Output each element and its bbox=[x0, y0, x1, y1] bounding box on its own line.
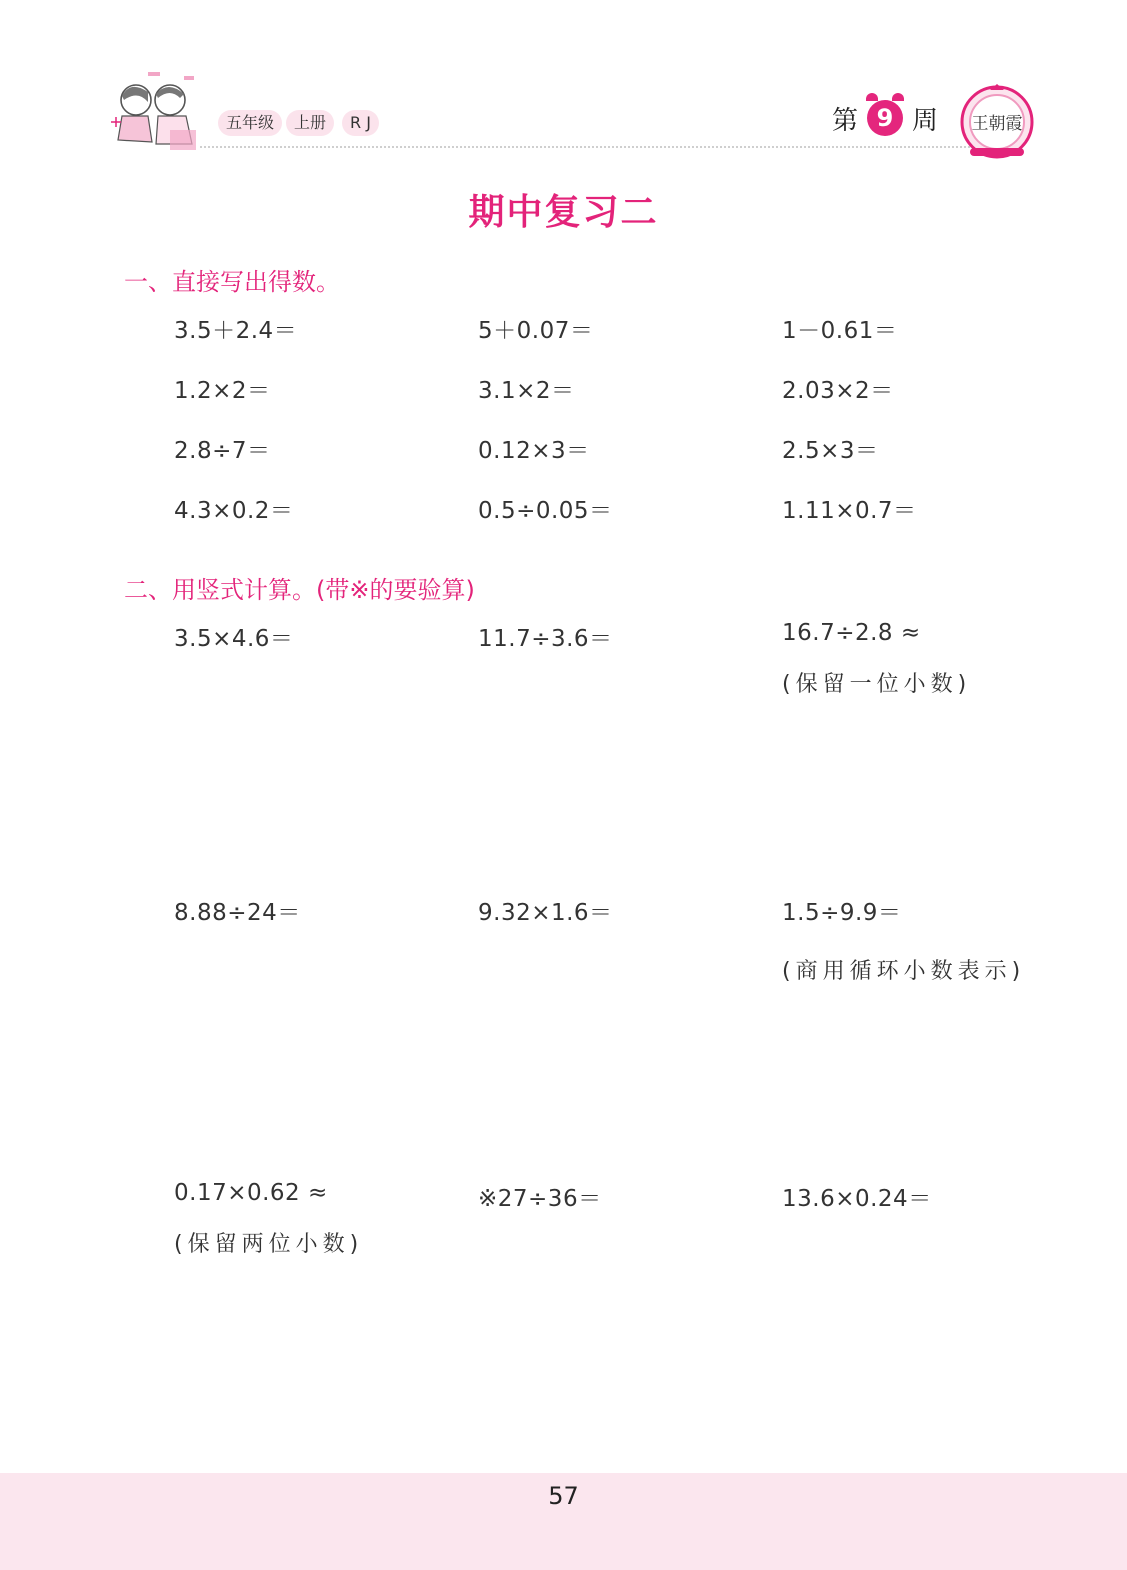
week-prefix: 第 bbox=[832, 106, 859, 136]
week-number: 9 bbox=[867, 100, 903, 136]
header-divider bbox=[200, 146, 970, 148]
problem-1-1-3: 1－0.61＝ bbox=[782, 318, 898, 344]
page-number: 57 bbox=[548, 1482, 579, 1510]
alarm-clock-bell-icon bbox=[892, 93, 904, 101]
problem-1-3-1: 2.8÷7＝ bbox=[174, 438, 271, 464]
volume-badge: 上册 bbox=[286, 110, 334, 136]
problem-1-2-2: 3.1×2＝ bbox=[478, 378, 575, 404]
problem-2-3-2: ※27÷36＝ bbox=[478, 1186, 602, 1212]
problem-2-1-1: 3.5×4.6＝ bbox=[174, 626, 294, 652]
brand-seal-icon bbox=[958, 82, 1036, 160]
alarm-clock-icon bbox=[866, 93, 878, 101]
section-2-heading: 二、用竖式计算。(带※的要验算) bbox=[124, 576, 475, 604]
problem-2-1-2: 11.7÷3.6＝ bbox=[478, 626, 613, 652]
problem-1-3-2: 0.12×3＝ bbox=[478, 438, 590, 464]
grade-badge: 五年级 bbox=[218, 110, 282, 136]
problem-1-4-3: 1.11×0.7＝ bbox=[782, 498, 917, 524]
problem-1-2-1: 1.2×2＝ bbox=[174, 378, 271, 404]
note-keep-two-decimals: (保留两位小数) bbox=[174, 1232, 364, 1257]
problem-2-3-3: 13.6×0.24＝ bbox=[782, 1186, 932, 1212]
brand-name-text: 王朝霞 bbox=[971, 114, 1023, 134]
problem-1-4-1: 4.3×0.2＝ bbox=[174, 498, 294, 524]
problem-2-3-1: 0.17×0.62 ≈ bbox=[174, 1180, 328, 1206]
problem-2-2-3: 1.5÷9.9＝ bbox=[782, 900, 902, 926]
problem-2-2-1: 8.88÷24＝ bbox=[174, 900, 301, 926]
problem-1-2-3: 2.03×2＝ bbox=[782, 378, 894, 404]
problem-1-4-2: 0.5÷0.05＝ bbox=[478, 498, 613, 524]
section-1-heading: 一、直接写出得数。 bbox=[124, 268, 340, 296]
week-suffix: 周 bbox=[912, 106, 939, 136]
problem-2-1-3: 16.7÷2.8 ≈ bbox=[782, 620, 921, 646]
note-repeating-decimal: (商用循环小数表示) bbox=[782, 959, 1026, 984]
edition-badge: R J bbox=[342, 110, 379, 136]
note-keep-one-decimal: (保留一位小数) bbox=[782, 672, 972, 697]
problem-1-1-2: 5＋0.07＝ bbox=[478, 318, 594, 344]
problem-2-2-2: 9.32×1.6＝ bbox=[478, 900, 613, 926]
problem-1-3-3: 2.5×3＝ bbox=[782, 438, 879, 464]
problem-1-1-1: 3.5＋2.4＝ bbox=[174, 318, 298, 344]
page-title: 期中复习二 bbox=[468, 192, 659, 233]
kids-illustration-icon bbox=[108, 70, 208, 156]
